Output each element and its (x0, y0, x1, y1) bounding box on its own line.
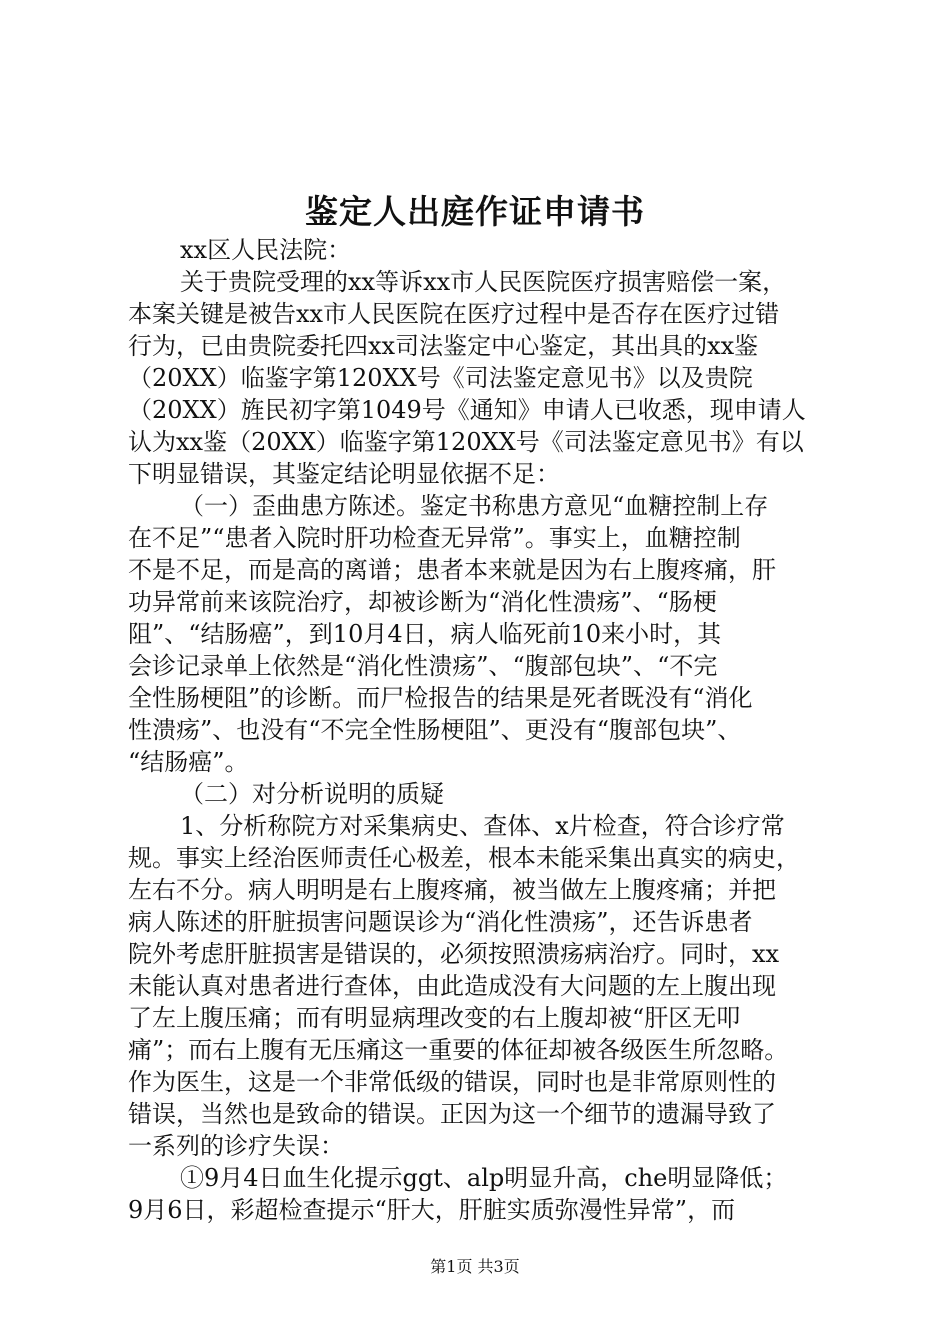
paragraph-line: （20XX）临鉴字第120XX号《司法鉴定意见书》以及贵院 (128, 364, 753, 392)
paragraph-line: 1、分析称院方对采集病史、查体、x片检查，符合诊疗常 (180, 812, 785, 840)
paragraph-line: “结肠癌”。 (128, 748, 249, 776)
paragraph-line: 不是不足，而是高的离谱；患者本来就是因为右上腹疼痛，肝 (128, 556, 776, 584)
paragraph-line: 未能认真对患者进行查体，由此造成没有大问题的左上腹出现 (128, 972, 776, 1000)
page-footer: 第1页 共3页 (430, 1257, 520, 1276)
paragraph-line: 9月6日，彩超检查提示“肝大，肝脏实质弥漫性异常”，而 (128, 1196, 736, 1224)
paragraph-line: 认为xx鉴（20XX）临鉴字第120XX号《司法鉴定意见书》有以 (128, 428, 804, 456)
paragraph-line: 行为，已由贵院委托四xx司法鉴定中心鉴定，其出具的xx鉴 (128, 332, 759, 360)
paragraph-line: 了左上腹压痛；而有明显病理改变的右上腹却被“肝区无叩 (128, 1004, 741, 1032)
paragraph-line: 病人陈述的肝脏损害问题误诊为“消化性溃疡”，还告诉患者 (128, 908, 753, 936)
paragraph-line: 会诊记录单上依然是“消化性溃疡”、“腹部包块”、“不完 (128, 652, 718, 680)
document-body (128, 234, 838, 1226)
document-title: 鉴定人出庭作证申请书 (305, 192, 645, 231)
paragraph-line: 作为医生，这是一个非常低级的错误，同时也是非常原则性的 (128, 1068, 776, 1096)
paragraph-line: 阻”、“结肠癌”，到10月4日，病人临死前10来小时，其 (128, 620, 722, 648)
paragraph-line: 本案关键是被告xx市人民医院在医疗过程中是否存在医疗过错 (128, 300, 780, 328)
paragraph-line: 院外考虑肝脏损害是错误的，必须按照溃疡病治疗。同时，xx (128, 940, 780, 968)
paragraph-line: 一系列的诊疗失误： (128, 1132, 344, 1160)
paragraph-line: ①9月4日血生化提示ggt、alp明显升高，che明显降低； (180, 1164, 788, 1192)
paragraph-line: 关于贵院受理的xx等诉xx市人民医院医疗损害赔偿一案， (180, 268, 787, 296)
paragraph-line: 全性肠梗阻”的诊断。而尸检报告的结果是死者既没有“消化 (128, 684, 753, 712)
paragraph-line: 规。事实上经治医师责任心极差，根本未能采集出真实的病史， (128, 844, 800, 872)
paragraph-line: 功异常前来该院治疗，却被诊断为“消化性溃疡”、“肠梗 (128, 588, 717, 616)
paragraph-line: （一）歪曲患方陈述。鉴定书称患方意见“血糖控制上存 (180, 492, 769, 520)
paragraph-line: 下明显错误，其鉴定结论明显依据不足： (128, 460, 560, 488)
section-heading: （二）对分析说明的质疑 (180, 780, 444, 808)
paragraph-line: 痛”；而右上腹有无压痛这一重要的体征却被各级医生所忽略。 (128, 1036, 789, 1064)
salutation: xx区人民法院： (180, 236, 352, 264)
paragraph-line: 在不足”“患者入院时肝功检查无异常”。事实上，血糖控制 (128, 524, 741, 552)
paragraph-line: 左右不分。病人明明是右上腹疼痛，被当做左上腹疼痛；并把 (128, 876, 776, 904)
paragraph-line: （20XX）旌民初字第1049号《通知》申请人已收悉，现申请人 (128, 396, 806, 424)
paragraph-line: 错误，当然也是致命的错误。正因为这一个细节的遗漏导致了 (128, 1100, 776, 1128)
paragraph-line: 性溃疡”、也没有“不完全性肠梗阻”、更没有“腹部包块”、 (128, 716, 742, 744)
